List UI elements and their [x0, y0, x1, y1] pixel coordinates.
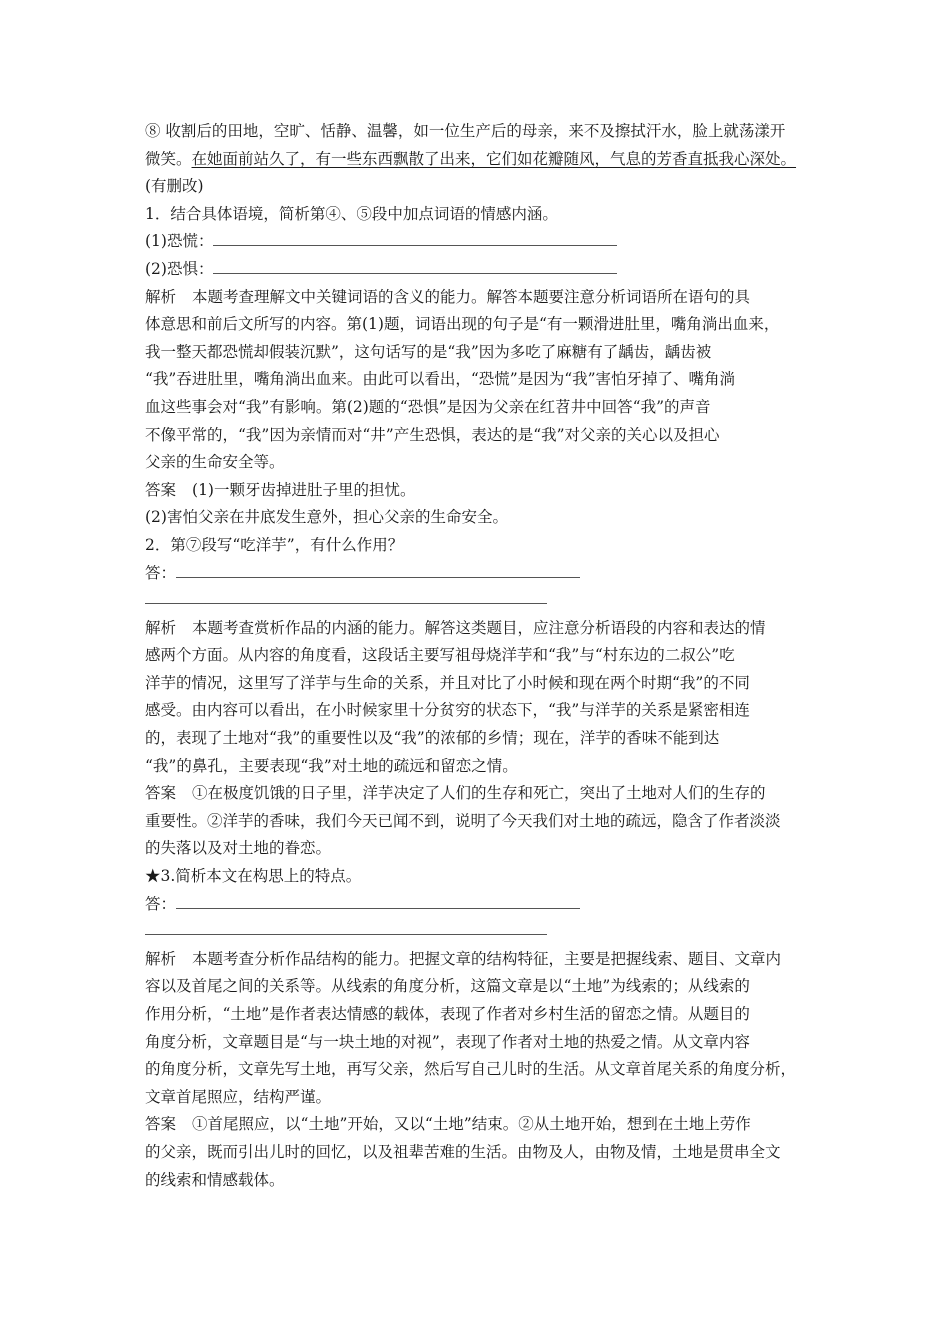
q2-analysis-tag: 解析: [145, 618, 177, 637]
q3-answer-line: [145, 1111, 825, 1139]
q1-analysis-line: 体意思和前后文所写的内容。第(1)题，词语出现的句子是“有一颗滑进肚里，嘴角淌出血来，: [145, 315, 780, 334]
q3-analysis-line: 容以及首尾之间的关系等。从线索的角度分析，这篇文章是以“土地”为线索的；从线索的: [145, 977, 750, 996]
q1-sub1: [145, 228, 825, 256]
q2-question: 2．第⑦段写“吃洋芋”，有什么作用？: [145, 535, 404, 554]
q1-analysis-text: 本题考查理解文中关键词语的含义的能力。解答本题要注意分析词语所在语句的具: [192, 287, 751, 306]
q2-answer-blank[interactable]: [176, 563, 580, 578]
q1-question: 1．结合具体语境，简析第④、⑤段中加点词语的情感内涵。: [145, 204, 558, 223]
q2-analysis-line: 洋芋的情况，这里写了洋芋与生命的关系，并且对比了小时候和现在两个时期“我”的不同: [145, 673, 750, 692]
q2-analysis-line: 感两个方面。从内容的角度看，这段话主要写祖母烧洋芋和“我”与“村东边的二叔公”吃: [145, 646, 735, 665]
q1-answer-line: (2)害怕父亲在井底发生意外，担心父亲的生命安全。: [145, 508, 508, 527]
q3-analysis-line: 作用分析，“土地”是作者表达情感的载体，表现了作者对乡村生活的留恋之情。从题目的: [145, 1005, 750, 1023]
q2-analysis-line: [145, 615, 825, 643]
q3-analysis-text: 本题考查分析作品结构的能力。把握文章的结构特征，主要是把握线索、题目、文章内: [192, 949, 782, 968]
q3-analysis-line: 角度分析，文章题目是“与一块土地的对视”，表现了作者对土地的热爱之情。从文章内容: [145, 1032, 750, 1051]
para8-line2: [145, 146, 825, 174]
q2-answer-tag: 答案: [145, 784, 177, 803]
q2-answer-blank-line[interactable]: [145, 587, 825, 615]
q3-answer-line: 的线索和情感载体。: [145, 1170, 285, 1189]
q1-analysis-line: [145, 284, 825, 312]
q1-answer-tag: 答案: [145, 480, 177, 499]
q1-analysis-line: 不像平常的，“我”因为亲情而对“井”产生恐惧，表达的是“我”对父亲的关心以及担心: [145, 425, 720, 444]
q1-sub1-answer-blank[interactable]: [213, 231, 617, 246]
para8-underlined-sentence: 在她面前站久了，有一些东西飘散了出来，它们如花瓣随风，气息的芳香直抵我心深处。: [191, 149, 797, 168]
q2-answer-text: ①在极度饥饿的日子里，洋芋决定了人们的生存和死亡，突出了土地对人们的生存的: [192, 784, 766, 803]
q3-answer-row: [145, 891, 825, 919]
q2-answer-line: 的失落以及对土地的眷恋。: [145, 839, 332, 858]
q1-analysis-tag: 解析: [145, 287, 177, 306]
q3-answer-tag: 答案: [145, 1115, 177, 1134]
q3-analysis-tag: 解析: [145, 949, 177, 968]
para8-note: (有删改): [145, 177, 204, 196]
q1-sub2: [145, 256, 825, 284]
q1-analysis-line: “我”吞进肚里，嘴角淌出血来。由此可以看出，“恐慌”是因为“我”害怕牙掉了、嘴角淌: [145, 370, 736, 389]
q2-answer-line: 重要性。②洋芋的香味，我们今天已闻不到，说明了今天我们对土地的疏远，隐含了作者淡淡: [145, 811, 781, 830]
q3-analysis-line: 的角度分析，文章先写土地，再写父亲，然后写自己儿时的生活。从文章首尾关系的角度分析，: [145, 1060, 797, 1079]
document-page: [145, 118, 825, 1194]
q2-analysis-line: “我”的鼻孔，主要表现“我”对土地的疏远和留恋之情。: [145, 756, 518, 775]
q3-answer-line: 的父亲，既而引出儿时的回忆，以及祖辈苦难的生活。由物及人，由物及情，土地是贯串全文: [145, 1142, 781, 1161]
q1-sub2-answer-blank[interactable]: [213, 259, 617, 274]
q3-answer-blank[interactable]: [176, 894, 580, 909]
q2-answer-row: [145, 560, 825, 588]
q3-answer-label: 答：: [145, 894, 177, 913]
q3-analysis-line: 文章首尾照应，结构严谨。: [145, 1087, 332, 1106]
q3-question: ★3.简析本文在构思上的特点。: [145, 867, 362, 886]
q2-answer-line: [145, 780, 825, 808]
q1-analysis-line: 父亲的生命安全等。: [145, 453, 285, 472]
q1-sub1-label: (1)恐慌：: [145, 232, 214, 251]
q1-answer-line: [145, 477, 825, 505]
q1-analysis-line: 我一整天都恐慌却假装沉默”，这句话写的是“我”因为多吃了麻糖有了龋齿，龋齿被: [145, 342, 712, 361]
para8-line1: ⑧ 收割后的田地，空旷、恬静、温馨，如一位生产后的母亲，来不及擦拭汗水，脸上就荡漾开: [145, 122, 786, 140]
q2-analysis-text: 本题考查赏析作品的内涵的能力。解答这类题目，应注意分析语段的内容和表达的情: [192, 618, 766, 637]
q3-answer-text: ①首尾照应，以“土地”开始，又以“土地”结束。②从土地开始，想到在土地上劳作: [192, 1115, 751, 1134]
q3-answer-blank-line[interactable]: [145, 918, 825, 946]
q2-answer-label: 答：: [145, 563, 177, 582]
q1-sub2-label: (2)恐惧：: [145, 259, 214, 278]
q1-analysis-line: 血这些事会对“我”有影响。第(2)题的“恐惧”是因为父亲在红苕井中回答“我”的声音: [145, 397, 711, 416]
q2-analysis-line: 的，表现了土地对“我”的重要性以及“我”的浓郁的乡情；现在，洋芋的香味不能到达: [145, 729, 720, 748]
q1-answer-text: (1)一颗牙齿掉进肚子里的担忧。: [192, 480, 416, 499]
q3-analysis-line: [145, 946, 825, 974]
q2-analysis-line: 感受。由内容可以看出，在小时候家里十分贫穷的状态下，“我”与洋芋的关系是紧密相连: [145, 701, 750, 720]
para8-line2-plain: 微笑。: [145, 149, 192, 168]
